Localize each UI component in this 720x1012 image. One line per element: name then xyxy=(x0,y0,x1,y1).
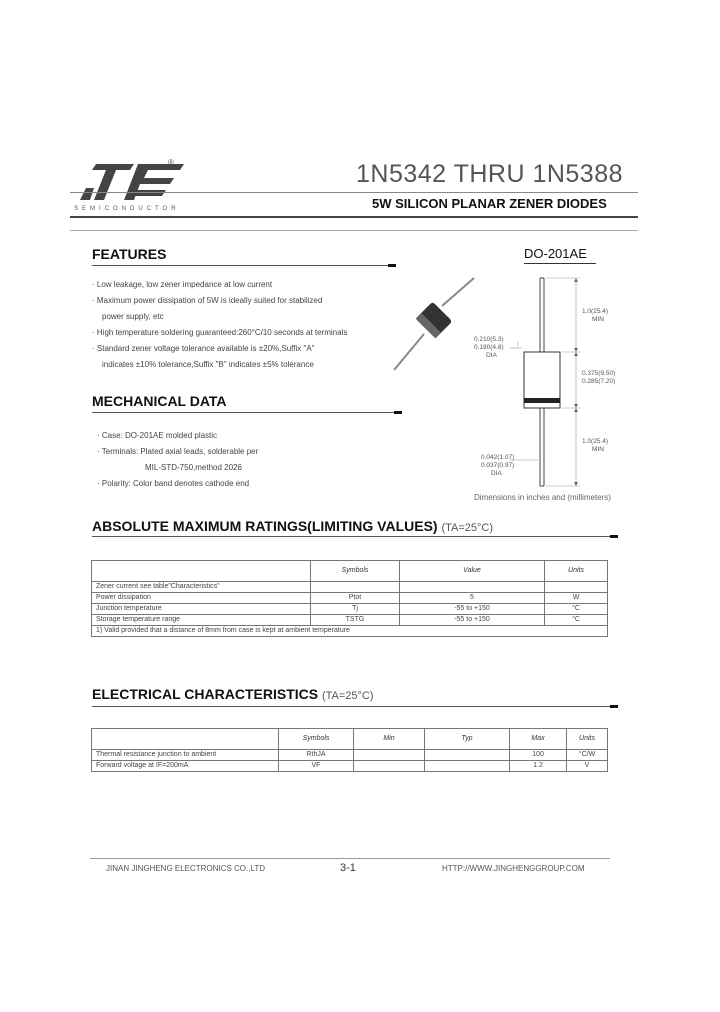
table-cell: W xyxy=(545,593,608,604)
electrical-heading: ELECTRICAL CHARACTERISTICS (TA=25°C) xyxy=(92,686,374,702)
registered-mark: ® xyxy=(168,158,174,167)
footer-url[interactable]: HTTP://WWW.JINGHENGGROUP.COM xyxy=(442,864,585,873)
table-cell xyxy=(311,582,400,593)
list-item: · High temperature soldering guaranteed:260°C/10 seconds at terminals xyxy=(92,328,348,337)
logo-text: SEMICONDUCTOR xyxy=(74,206,180,212)
table-header-cell: Units xyxy=(567,729,608,750)
electrical-rule xyxy=(92,706,612,707)
table-cell xyxy=(354,750,425,761)
diode-3d-icon xyxy=(392,276,476,372)
table-header-cell: Value xyxy=(400,561,545,582)
table-cell: Storage temperature range xyxy=(92,615,311,626)
table-cell: -55 to +150 xyxy=(400,615,545,626)
table-cell: Zener current see table"Characteristics" xyxy=(92,582,311,593)
abs-max-condition: (TA=25°C) xyxy=(441,522,494,534)
table-row xyxy=(92,604,608,615)
table-cell: VF xyxy=(279,761,354,772)
table-cell xyxy=(425,761,510,772)
footer-company: JINAN JINGHENG ELECTRONICS CO.,LTD xyxy=(106,864,265,873)
list-item: · Terminals: Plated axial leads, solderable per xyxy=(97,447,259,456)
list-item: · Polarity: Color band denotes cathode end xyxy=(97,479,250,488)
table-header-cell: Typ xyxy=(425,729,510,750)
dim-lead-diameter: 0.210(5.3) 0.190(4.8) DIA xyxy=(474,336,504,359)
table-cell: V xyxy=(567,761,608,772)
list-item: power supply, etc xyxy=(102,312,164,321)
table-cell: °C/W xyxy=(567,750,608,761)
electrical-table xyxy=(91,728,608,772)
mechanical-rule-end xyxy=(394,411,402,414)
table-header-cell: Symbols xyxy=(311,561,400,582)
table-header-cell: Units xyxy=(545,561,608,582)
page-number: 3-1 xyxy=(340,862,356,874)
table-cell: Tj xyxy=(311,604,400,615)
table-cell xyxy=(425,750,510,761)
table-cell: -55 to +150 xyxy=(400,604,545,615)
table-cell: °C xyxy=(545,604,608,615)
dim-body-length: 0.375(9.50) 0.285(7.20) xyxy=(582,370,616,385)
package-name-underline xyxy=(524,263,596,264)
list-item: · Maximum power dissipation of 5W is ideally suited for stabilized xyxy=(92,296,323,305)
table-cell: 5 xyxy=(400,593,545,604)
table-cell xyxy=(545,582,608,593)
table-header-cell: Min xyxy=(354,729,425,750)
abs-max-rule-end xyxy=(610,535,618,538)
table-row xyxy=(92,750,608,761)
list-item: MIL-STD-750,method 2026 xyxy=(145,463,242,472)
mechanical-list xyxy=(97,428,258,492)
list-item: · Standard zener voltage tolerance available is ±20%,Suffix "A" xyxy=(92,344,315,353)
mechanical-heading: MECHANICAL DATA xyxy=(92,393,227,409)
table-header-cell xyxy=(92,729,279,750)
table-cell: 100 xyxy=(510,750,567,761)
table-row xyxy=(92,582,608,593)
dimension-note: Dimensions in inches and (millimeters) xyxy=(474,493,611,502)
table-note: 1) Valid provided that a distance of 8mm from case is kept at ambient temperature xyxy=(92,626,608,637)
header-bottom-rule xyxy=(70,230,638,231)
table-row xyxy=(92,593,608,604)
page-title: 1N5342 THRU 1N5388 xyxy=(356,160,624,188)
abs-max-table xyxy=(91,560,608,637)
dim-lead-bottom: 1.0(25.4) MIN xyxy=(582,438,609,453)
list-item: indicates ±10% tolerance,Suffix "B" indicates ±5% tolerance xyxy=(102,360,314,369)
title-rule xyxy=(70,192,638,193)
table-cell: Thermal resistance junction to ambient xyxy=(92,750,279,761)
electrical-rule-end xyxy=(610,705,618,708)
abs-max-rule xyxy=(92,536,612,537)
table-cell: °C xyxy=(545,615,608,626)
table-cell: Power dissipation xyxy=(92,593,311,604)
table-header-cell xyxy=(92,561,311,582)
table-cell: Junction temperature xyxy=(92,604,311,615)
subtitle-rule xyxy=(70,216,638,218)
table-header-cell: Symbols xyxy=(279,729,354,750)
table-cell: 1.2 xyxy=(510,761,567,772)
table-cell xyxy=(400,582,545,593)
dim-lead-top: 1.0(25.4) MIN xyxy=(582,308,609,323)
features-rule xyxy=(92,265,390,266)
features-list xyxy=(92,277,347,373)
table-row xyxy=(92,615,608,626)
electrical-condition: (TA=25°C) xyxy=(321,690,374,702)
table-cell: Forward voltage at IF=200mA xyxy=(92,761,279,772)
table-cell: RthJA xyxy=(279,750,354,761)
list-item: · Case: DO-201AE molded plastic xyxy=(97,431,218,440)
table-cell xyxy=(354,761,425,772)
table-cell: Ptot xyxy=(311,593,400,604)
table-note-row xyxy=(92,626,608,637)
footer-rule xyxy=(90,858,610,859)
table-header-row xyxy=(92,561,608,582)
table-header-cell: Max xyxy=(510,729,567,750)
package-name: DO-201AE xyxy=(524,246,587,261)
mechanical-rule xyxy=(92,412,396,413)
features-rule-end xyxy=(388,264,396,267)
table-row xyxy=(92,761,608,772)
table-header-row xyxy=(92,729,608,750)
list-item: · Low leakage, low zener impedance at low current xyxy=(92,280,273,289)
features-heading: FEATURES xyxy=(92,246,167,262)
table-cell: TSTG xyxy=(311,615,400,626)
page-subtitle: 5W SILICON PLANAR ZENER DIODES xyxy=(372,196,607,211)
abs-max-heading: ABSOLUTE MAXIMUM RATINGS(LIMITING VALUES) (TA=25°C) xyxy=(92,518,494,534)
dim-wire-diameter: 0.042(1.07) 0.037(0.97) DIA xyxy=(481,454,515,477)
